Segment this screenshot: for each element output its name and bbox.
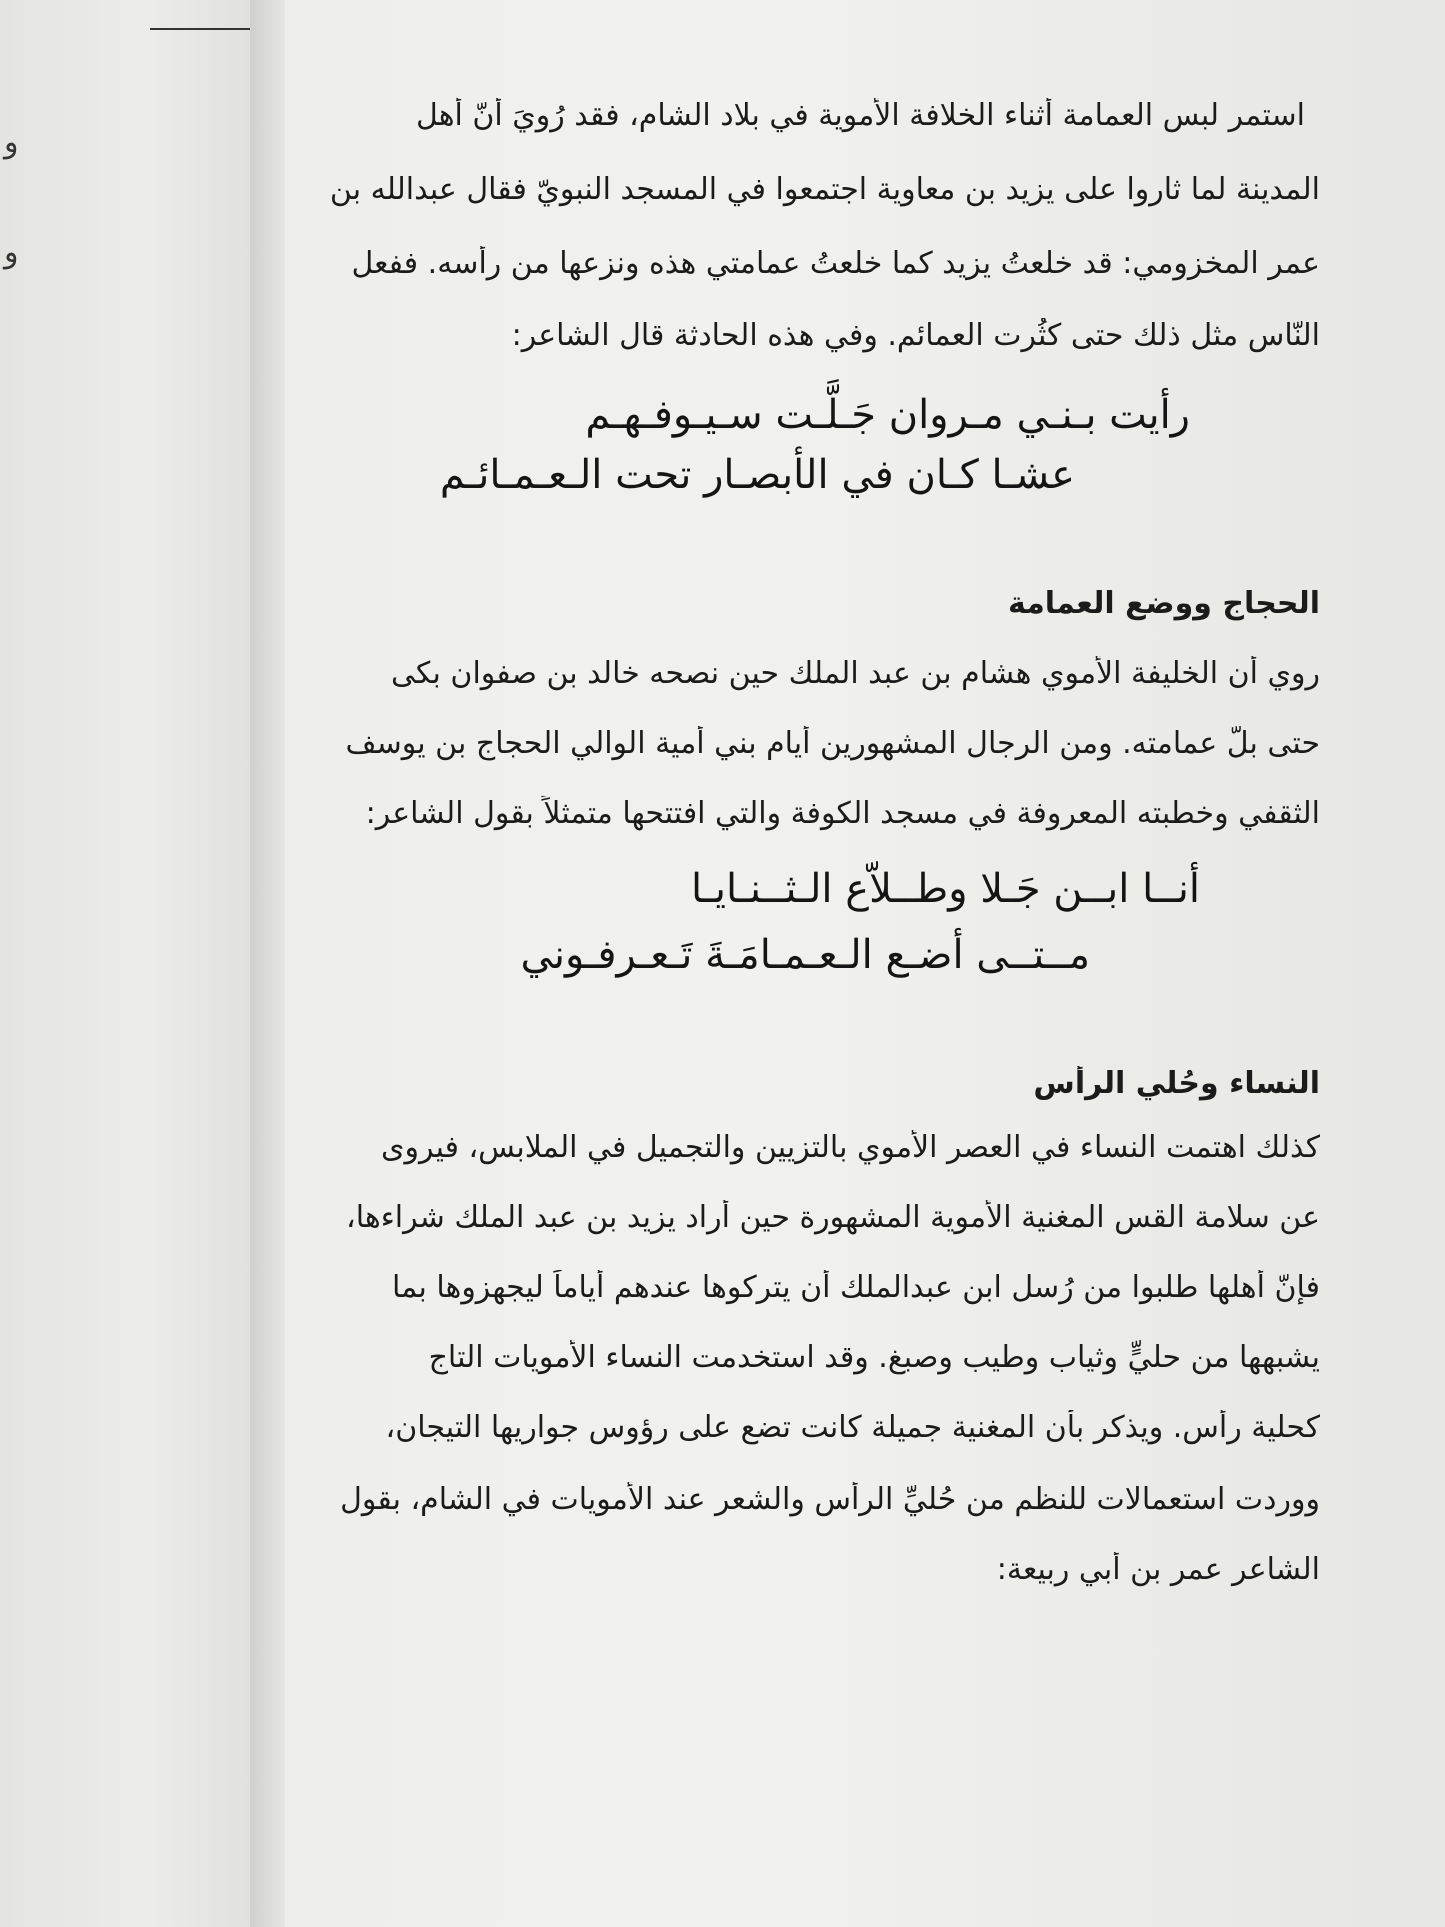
paragraph-line: كذلك اهتمت النساء في العصر الأموي بالتزيين والتجميل في الملابس، فيروى xyxy=(381,1130,1320,1165)
facing-page xyxy=(0,0,270,1927)
paragraph-line: المدينة لما ثاروا على يزيد بن معاوية اجتمعوا في المسجد النبويّ فقال عبدالله بن xyxy=(329,172,1320,207)
poem-verse-first-hemistich: أنــا ابــن جَـلا وطــلاّع الـثــنـايـا xyxy=(690,866,1200,912)
paragraph-line: حتى بلَّ عمامته. ومن الرجال المشهورين أيام بني أمية الوالي الحجاج بن يوسف xyxy=(345,726,1320,761)
paragraph-line: ووردت استعمالات للنظم من حُليِّ الرأس والشعر عند الأمويات في الشام، بقول xyxy=(340,1482,1320,1517)
paragraph-line: روي أن الخليفة الأموي هشام بن عبد الملك حين نصحه خالد بن صفوان بكى xyxy=(390,656,1320,691)
paragraph-line: استمر لبس العمامة أثناء الخلافة الأموية في بلاد الشام، فقد رُوِيَ أنّ أهل xyxy=(415,98,1305,133)
poem-verse-first-hemistich: رأيت بـنـي مـروان جَـلَّـت سـيـوفـهـم xyxy=(585,392,1190,438)
paragraph-line: كحلية رأس. ويذكر بأن المغنية جميلة كانت تضع على رؤوس جواريها التيجان، xyxy=(385,1410,1320,1445)
section-heading: الحجاج ووضع العمامة xyxy=(1008,586,1320,621)
paragraph-line: يشبهها من حليٍّ وثياب وطيب وصبغ. وقد استخدمت النساء الأمويات التاج xyxy=(428,1340,1320,1375)
page-text xyxy=(285,0,1445,1927)
paragraph-line: الشاعر عمر بن أبي ربيعة: xyxy=(996,1552,1320,1587)
book-gutter xyxy=(250,0,290,1927)
paragraph-line: عمر المخزومي: قد خلعتُ يزيد كما خلعتُ عمامتي هذه ونزعها من رأسه. ففعل xyxy=(351,246,1320,281)
section-heading: النساء وحُلي الرأس xyxy=(1033,1066,1320,1101)
paragraph-line: الثقفي وخطبته المعروفة في مسجد الكوفة والتي افتتحها متمثلاً بقول الشاعر: xyxy=(365,796,1320,831)
paragraph-line: النّاس مثل ذلك حتى كثُرت العمائم. وفي هذه الحادثة قال الشاعر: xyxy=(511,318,1320,353)
facing-page-fragment: و xyxy=(4,235,19,270)
poem-verse-second-hemistich: عشـا كـان في الأبصـار تحت الـعـمـائـم xyxy=(439,452,1075,498)
book-page xyxy=(285,0,1445,1927)
facing-page-fragment: و xyxy=(4,125,19,160)
paragraph-line: فإنّ أهلها طلبوا من رُسل ابن عبدالملك أن يتركوها عندهم أياماً ليجهزوها بما xyxy=(391,1270,1320,1305)
poem-verse-second-hemistich: مــتــى أضـع الـعـمـامَـةَ تَـعـرفـوني xyxy=(520,932,1090,978)
paragraph-line: عن سلامة القس المغنية الأموية المشهورة حين أراد يزيد بن عبد الملك شراءها، xyxy=(346,1200,1320,1235)
